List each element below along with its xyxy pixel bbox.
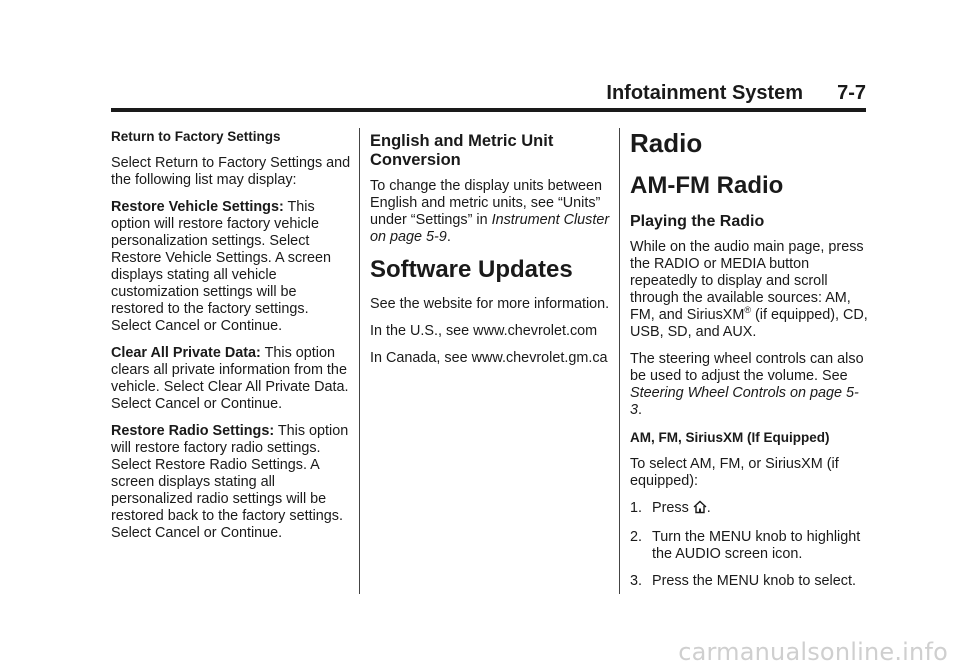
option-text: This option clears all private information from the vehicle. Select Clear All Private Data. Select Cancel or Continue. [111, 345, 349, 412]
unit-conversion-text: To change the display units between English and metric units, see “Units” under “Settings” in Instrument Cluster on page 5-9. [370, 178, 610, 245]
option-label: Restore Vehicle Settings: [111, 199, 284, 215]
option-text: This option will restore factory radio settings. Select Restore Radio Settings. A screen displays stating all personalized radio settings will be restored back to the factory settings. Select Cancel or Continue. [111, 423, 349, 541]
column-right [630, 128, 870, 600]
cross-reference-link: Steering Wheel Controls on page 5-3 [630, 385, 859, 418]
watermark: carmanualsonline.info [678, 638, 948, 666]
cross-reference-link: Instrument Cluster on page 5-9 [370, 212, 610, 245]
column-left [111, 128, 351, 552]
option-label: Clear All Private Data: [111, 345, 261, 361]
page-header [0, 82, 866, 105]
canada-website-text: In Canada, see www.chevrolet.gm.ca [370, 350, 608, 366]
column-middle [370, 128, 610, 377]
steering-wheel-text: The steering wheel controls can also be used to adjust the volume. See Steering Wheel Controls on page 5-3. [630, 351, 864, 418]
am-fm-radio-heading: AM-FM Radio [630, 172, 784, 199]
playing-radio-heading: Playing the Radio [630, 213, 765, 230]
header-rule [111, 108, 866, 112]
unit-conversion-heading: English and Metric Unit Conversion [370, 132, 554, 169]
option-text: This option will restore factory vehicle personalization settings. Select Restore Vehicle Settings. A screen displays stating all vehicle customization settings will be restored to the factory settings. Select Cancel or Continue. [111, 199, 331, 334]
column-divider [619, 128, 620, 594]
option-label: Restore Radio Settings: [111, 423, 275, 439]
software-updates-heading: Software Updates [370, 256, 573, 283]
select-source-text: To select AM, FM, or SiriusXM (if equipped): [630, 456, 839, 489]
step-3: 3. Press the MENU knob to select. [630, 573, 856, 589]
option-clear-private [111, 345, 351, 413]
factory-settings-heading: Return to Factory Settings [111, 129, 281, 144]
home-icon [693, 500, 707, 519]
option-restore-radio [111, 423, 351, 542]
step-1: 1. Press . [630, 500, 870, 519]
radio-heading: Radio [630, 128, 703, 158]
option-restore-vehicle [111, 199, 351, 335]
section-title: Infotainment System [606, 82, 804, 104]
software-updates-text: See the website for more information. [370, 296, 610, 312]
step-2: 2. Turn the MENU knob to highlight the AUDIO screen icon. [630, 529, 861, 562]
am-fm-siriusxm-subheading: AM, FM, SiriusXM (If Equipped) [630, 430, 830, 445]
factory-settings-intro: Select Return to Factory Settings and the following list may display: [111, 155, 351, 188]
us-website-text: In the U.S., see www.chevrolet.com [370, 323, 598, 339]
playing-radio-text: While on the audio main page, press the RADIO or MEDIA button repeatedly to display and scroll through the available sources: AM, FM, and SiriusXM® (if equipped), CD, USB, SD, and AUX. [630, 239, 868, 340]
column-divider [359, 128, 360, 594]
page-number: 7-7 [837, 82, 866, 104]
